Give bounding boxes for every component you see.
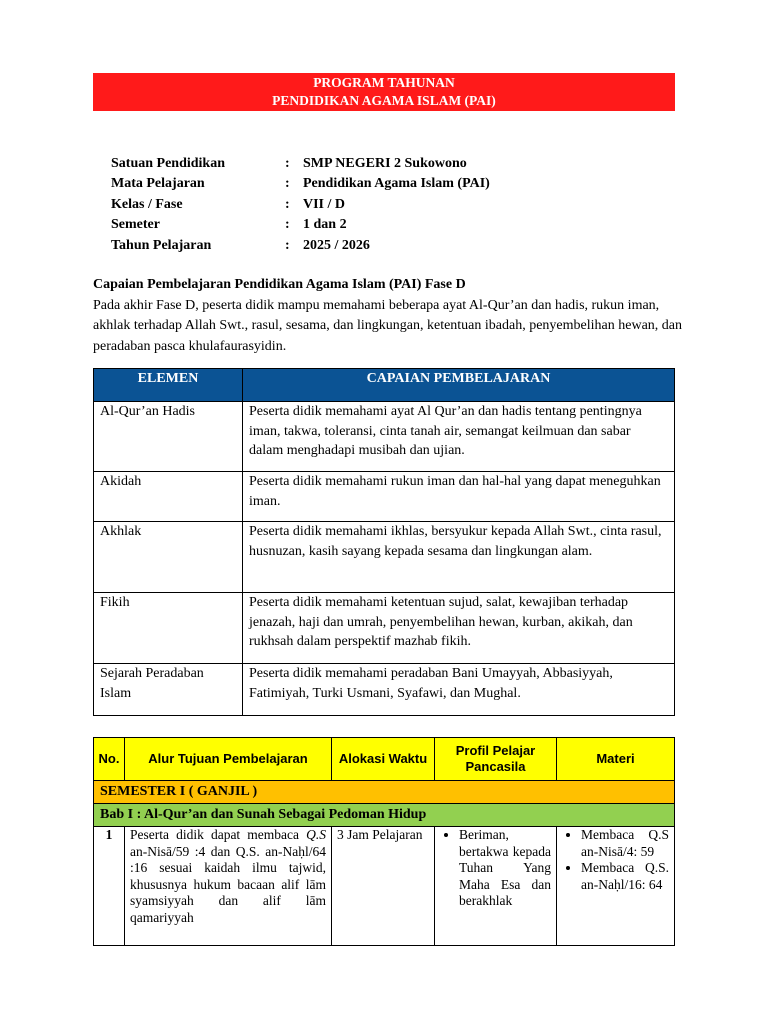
capaian-cell: Peserta didik memahami ketentuan sujud, salat, kewajiban terhadap jenazah, haji dan umrah, penyembelihan hewan, kurban, akikah, dan rukhsah dalam perspektif mazhab fikih. <box>243 593 675 664</box>
row-number: 1 <box>94 827 125 946</box>
capaian-cell: Peserta didik memahami peradaban Bani Umayyah, Abbasiyyah, Fatimiyah, Turki Usmani, Syafawi, dan Mughal. <box>243 664 675 716</box>
title-line-1: PROGRAM TAHUNAN <box>313 75 455 90</box>
profil-list <box>440 827 551 910</box>
info-value: 2025 / 2026 <box>303 237 370 253</box>
header-capaian: CAPAIAN PEMBELAJARAN <box>243 369 675 402</box>
capaian-cell: Peserta didik memahami rukun iman dan hal-hal yang dapat meneguhkan iman. <box>243 472 675 522</box>
header-atp: Alur Tujuan Pembelajaran <box>125 738 332 781</box>
table-header-row <box>94 738 675 781</box>
info-separator: : <box>285 237 290 253</box>
title-banner <box>93 73 675 111</box>
info-separator: : <box>285 196 290 212</box>
list-item: • Beriman, bertakwa kepada Tuhan Yang Maha Esa dan berakhlak <box>459 827 551 910</box>
alokasi-cell: 3 Jam Pelajaran <box>332 827 435 946</box>
info-separator: : <box>285 217 290 233</box>
info-label: Mata Pelajaran <box>111 176 205 192</box>
info-separator: : <box>285 176 290 192</box>
semester-row <box>94 781 675 804</box>
title-line-2: PENDIDIKAN AGAMA ISLAM (PAI) <box>272 93 496 108</box>
capaian-table <box>93 368 675 716</box>
info-label: Semeter <box>111 217 160 233</box>
header-elemen: ELEMEN <box>94 369 243 402</box>
capaian-cell: Peserta didik memahami ayat Al Qur’an dan hadis tentang pentingnya iman, takwa, toleransi, cinta tanah air, semangat keilmuan dan sabar dalam menghadapi musibah dan ujian. <box>243 402 675 472</box>
header-profil: Profil Pelajar Pancasila <box>435 738 557 781</box>
atp-cell <box>125 827 332 946</box>
info-label: Kelas / Fase <box>111 196 183 212</box>
atp-text-pre: Peserta didik dapat membaca <box>130 827 307 842</box>
info-separator: : <box>285 156 290 171</box>
prota-table <box>93 737 675 946</box>
elemen-cell: Akidah <box>94 472 243 522</box>
capaian-description: Pada akhir Fase D, peserta didik mampu memahami beberapa ayat Al-Qur’an dan hadis, rukun iman, akhlak terhadap Allah Swt., rasul, sesama, dan lingkungan, ketentuan ibadah, penyembelihan hewan, dan peradaban pasca khulafaurasyidin. <box>93 298 682 354</box>
header-alokasi: Alokasi Waktu <box>332 738 435 781</box>
header-materi: Materi <box>557 738 675 781</box>
table-row <box>94 593 675 664</box>
table-row <box>94 827 675 946</box>
capaian-title: Capaian Pembelajaran Pendidikan Agama Islam (PAI) Fase D <box>93 277 466 292</box>
info-value: 1 dan 2 <box>303 217 347 233</box>
bab-row <box>94 804 675 827</box>
materi-cell <box>557 827 675 946</box>
capaian-cell: Peserta didik memahami ikhlas, bersyukur kepada Allah Swt., cinta rasul, husnuzan, kasih sayang kepada sesama dan lingkungan alam. <box>243 522 675 593</box>
list-item: • Membaca Q.S. an-Naḥl/16: 64 <box>581 860 669 893</box>
info-label: Satuan Pendidikan <box>111 156 225 171</box>
elemen-cell: Akhlak <box>94 522 243 593</box>
list-item: • Membaca Q.S an-Nisā/4: 59 <box>581 827 669 860</box>
profil-cell <box>435 827 557 946</box>
elemen-cell: Fikih <box>94 593 243 664</box>
atp-text-qs: Q.S <box>306 827 326 842</box>
table-row <box>94 664 675 716</box>
info-value: VII / D <box>303 196 346 212</box>
info-value: Pendidikan Agama Islam (PAI) <box>303 176 490 192</box>
header-no: No. <box>94 738 125 781</box>
materi-list <box>562 827 669 893</box>
table-row <box>94 522 675 593</box>
elemen-cell: Sejarah Peradaban Islam <box>94 664 243 716</box>
table-row <box>94 472 675 522</box>
table-row <box>94 402 675 472</box>
info-value: SMP NEGERI 2 Sukowono <box>303 156 467 171</box>
table-header-row <box>94 369 675 402</box>
bab-label: Bab I : Al-Qur’an dan Sunah Sebagai Pedoman Hidup <box>94 804 675 827</box>
elemen-cell: Al-Qur’an Hadis <box>94 402 243 472</box>
atp-text-post: an-Nisā/59 :4 dan Q.S. an-Naḥl/64 :16 sesuai kaidah ilmu tajwid, khususnya hukum bacaan alif lām syamsiyyah dan alif lām qamariyyah <box>130 843 326 925</box>
info-label: Tahun Pelajaran <box>111 237 212 253</box>
semester-label: SEMESTER I ( GANJIL ) <box>94 781 675 804</box>
